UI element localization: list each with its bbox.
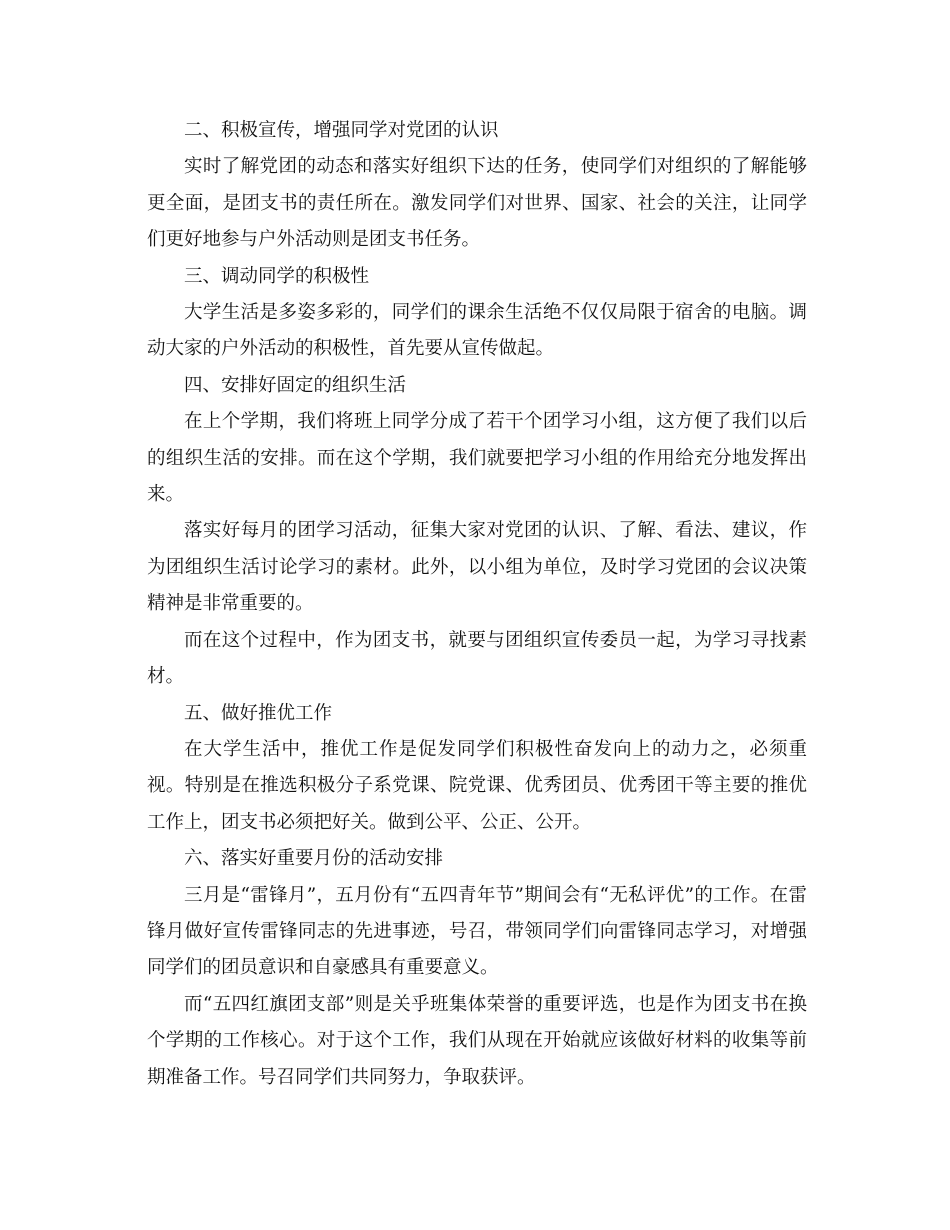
body-paragraph: 三月是“雷锋月”，五月份有“五四青年节”期间会有“无私评优”的工作。在雷锋月做好宣传雷锋同志的先进事迹，号召，带领同学们向雷锋同志学习，对增强同学们的团员意识和自豪感具有重要意义。 [147, 884, 807, 979]
section-heading-recommendation: 五、做好推优工作 [184, 702, 333, 724]
body-paragraph: 在大学生活中，推优工作是促发同学们积极性奋发向上的动力之，必须重视。特别是在推选积极分子系党课、院党课、优秀团员、优秀团干等主要的推优工作上，团支书必须把好关。做到公平、公正、公开。 [147, 738, 807, 833]
section-heading-publicity: 二、积极宣传，增强同学对党团的认识 [184, 120, 499, 141]
section-heading-organization-life: 四、安排好固定的组织生活 [184, 374, 407, 396]
body-paragraph: 而“五四红旗团支部”则是关乎班集体荣誉的重要评选，也是作为团支书在换个学期的工作核心。对于这个工作，我们从现在开始就应该做好材料的收集等前期准备工作。号召同学们共同努力，争取获评。 [147, 993, 807, 1088]
body-paragraph: 落实好每月的团学习活动，征集大家对党团的认识、了解、看法、建议，作为团组织生活讨论学习的素材。此外，以小组为单位，及时学习党团的会议决策精神是非常重要的。 [147, 520, 807, 615]
body-paragraph: 大学生活是多姿多彩的，同学们的课余生活绝不仅仅局限于宿舍的电脑。调动大家的户外活动的积极性，首先要从宣传做起。 [147, 302, 807, 360]
document-body [147, 113, 807, 1096]
body-paragraph: 实时了解党团的动态和落实好组织下达的任务，使同学们对组织的了解能够更全面，是团支书的责任所在。激发同学们对世界、国家、社会的关注，让同学们更好地参与户外活动则是团支书任务。 [147, 156, 807, 251]
body-paragraph: 在上个学期，我们将班上同学分成了若干个团学习小组，这方便了我们以后的组织生活的安排。而在这个学期，我们就要把学习小组的作用给充分地发挥出来。 [147, 411, 807, 506]
section-heading-motivation: 三、调动同学的积极性 [184, 265, 370, 287]
section-heading-monthly-activities: 六、落实好重要月份的活动安排 [184, 848, 444, 870]
body-paragraph: 而在这个过程中，作为团支书，就要与团组织宣传委员一起，为学习寻找素材。 [147, 629, 807, 688]
